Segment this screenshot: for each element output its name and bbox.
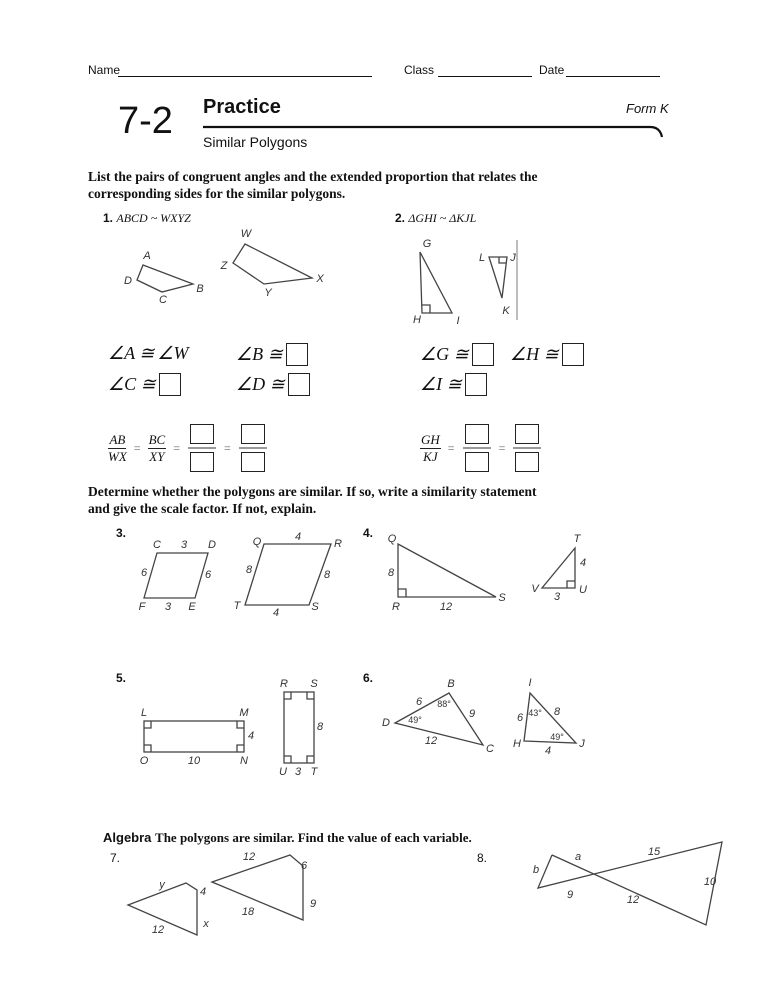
problem-1-statement: ABCD ~ WXYZ	[116, 211, 191, 225]
fig4-label: V	[531, 583, 539, 595]
fig3-label: 6	[140, 567, 148, 579]
fig3-label: 8	[323, 569, 331, 581]
fig2-label: H	[413, 314, 421, 326]
fig6-label: 49°	[550, 732, 564, 742]
right-angle-marks	[144, 721, 244, 752]
angle-lhs: ∠D ≅	[236, 374, 285, 394]
fig4-label: S	[498, 592, 506, 604]
fig1-label: B	[196, 283, 204, 295]
fig7-label: 6	[300, 860, 308, 872]
fig5-label: 4	[247, 730, 255, 742]
right-angle-mark	[422, 305, 430, 313]
fig6-label: 43°	[528, 708, 542, 718]
fig4-label: 3	[553, 591, 561, 603]
fig8-label: 10	[703, 876, 717, 888]
fig5-label: 3	[294, 766, 302, 778]
equals-sign: =	[133, 440, 141, 455]
fig2-label: I	[456, 315, 460, 327]
instructions-1a: List the pairs of congruent angles and the extended proportion that relates the	[88, 169, 538, 184]
fig1-label: X	[316, 273, 324, 285]
fig4-label: R	[392, 601, 400, 613]
quad-abcd	[137, 265, 193, 292]
right-angle-mark	[567, 581, 575, 588]
numerator: BC	[148, 431, 166, 447]
denominator: WX	[108, 448, 127, 464]
fig3-label: S	[311, 601, 319, 613]
equals-sign: =	[223, 440, 231, 455]
date-label: Date	[539, 63, 565, 77]
fig6-label: 49°	[408, 715, 422, 725]
triangle-ghi	[420, 252, 452, 313]
problem-1-number: 1.	[103, 211, 114, 225]
title-rule	[203, 127, 662, 137]
fig7-label: 4	[199, 886, 207, 898]
instructions-3: The polygons are similar. Find the value of each variable.	[155, 830, 472, 845]
fig8-label: a	[574, 851, 582, 863]
problem-6-number: 6.	[363, 671, 374, 685]
fig1-label: A	[143, 250, 151, 262]
bowtie-fig8	[538, 842, 722, 925]
page-title: Practice	[203, 96, 281, 118]
fig7-label: 12	[242, 851, 256, 863]
fig2-label: K	[502, 305, 510, 317]
fig3-label: 3	[164, 601, 172, 613]
fig5-label: 10	[187, 755, 201, 767]
fig6-label: C	[486, 743, 494, 755]
fig2-label: L	[478, 252, 486, 264]
fig3-label: 6	[204, 569, 212, 581]
fig7-label: 9	[309, 898, 317, 910]
equals-sign: =	[447, 440, 455, 455]
fig4-label: 8	[387, 567, 395, 579]
fig3-label: R	[334, 538, 342, 550]
fig8-label: b	[532, 864, 540, 876]
fig5-label: N	[240, 755, 248, 767]
fig4-label: Q	[387, 533, 397, 545]
instructions-2a: Determine whether the polygons are similar. If so, write a similarity statement	[88, 484, 537, 499]
fig6-label: D	[382, 717, 390, 729]
rectangle-lmno	[144, 721, 244, 752]
quad-fig7-large	[212, 855, 303, 920]
fig3-label: T	[233, 600, 241, 612]
angle-lhs: ∠B ≅	[236, 344, 283, 364]
angle-lhs: ∠A ≅	[108, 343, 155, 363]
fig5-label: S	[310, 678, 318, 690]
fig5-label: R	[280, 678, 288, 690]
triangle-qrs	[398, 544, 496, 597]
fig3-label: E	[188, 601, 196, 613]
numerator: AB	[109, 431, 126, 447]
quad-wxyz	[233, 244, 312, 284]
denominator: KJ	[423, 448, 438, 464]
angle-lhs: ∠G ≅	[420, 344, 469, 364]
fig2-label: J	[510, 252, 516, 264]
class-label: Class	[404, 63, 435, 77]
numerator: GH	[421, 431, 440, 447]
right-angle-marks	[284, 692, 314, 763]
right-angle-mark	[499, 257, 506, 263]
fig8-label: 15	[647, 846, 661, 858]
fig5-label: T	[310, 766, 318, 778]
fig6-label: H	[513, 738, 521, 750]
fig4-label: U	[579, 584, 587, 596]
fig3-label: 4	[294, 531, 302, 543]
fig5-label: U	[279, 766, 287, 778]
fig7-label: 18	[241, 906, 255, 918]
fig6-label: 9	[468, 708, 476, 720]
problem-2-number: 2.	[395, 211, 406, 225]
problem-2-statement: ΔGHI ~ ΔKJL	[408, 211, 477, 225]
fig3-label: F	[138, 601, 146, 613]
fig6-label: I	[528, 677, 532, 689]
instructions-2b: and give the scale factor. If not, explain.	[88, 501, 317, 516]
equals-sign: =	[173, 440, 180, 455]
fig6-label: 12	[424, 735, 438, 747]
fig1-label: W	[240, 228, 252, 240]
fig3-label: C	[153, 539, 161, 551]
fig8-label: 9	[566, 889, 574, 901]
fig3-label: 8	[245, 564, 253, 576]
angle-lhs: ∠H ≅	[510, 344, 559, 364]
fig6-label: 8	[553, 706, 561, 718]
right-angle-mark	[398, 589, 406, 597]
fig8-label: 12	[626, 894, 640, 906]
fig6-label: J	[579, 738, 585, 750]
algebra-label: Algebra	[103, 830, 152, 845]
triangle-tuv	[542, 548, 575, 588]
equals-sign: =	[498, 440, 506, 455]
fig2-label: G	[422, 238, 432, 250]
form-label: Form K	[626, 101, 669, 116]
page-subtitle: Similar Polygons	[203, 134, 308, 150]
fig7-label: y	[159, 879, 165, 891]
denominator: XY	[149, 448, 165, 464]
fig1-label: D	[124, 275, 132, 287]
fig7-label: 12	[151, 924, 165, 936]
fig6-label: 4	[544, 745, 552, 757]
problem-3-number: 3.	[116, 526, 127, 540]
angle-lhs: ∠I ≅	[420, 374, 462, 394]
fig7-label: x	[203, 918, 209, 930]
fig3-label: D	[208, 539, 216, 551]
fig4-label: T	[573, 533, 581, 545]
instructions-1b: corresponding sides for the similar polygons.	[88, 186, 346, 201]
rectangle-rstu	[284, 692, 314, 763]
fig5-label: L	[140, 707, 148, 719]
fig4-label: 12	[439, 601, 453, 613]
fig3-label: 4	[272, 607, 280, 619]
problem-4-number: 4.	[363, 526, 374, 540]
problem-7-number: 7.	[110, 851, 121, 865]
name-label: Name	[88, 63, 121, 77]
fig6-label: 6	[415, 696, 423, 708]
fig5-label: 8	[316, 721, 324, 733]
fig1-label: Y	[264, 287, 272, 299]
angle-rhs: ∠W	[157, 343, 189, 363]
fig5-label: M	[239, 707, 249, 719]
fig6-label: B	[447, 678, 455, 690]
parallelogram-qrst	[245, 544, 331, 605]
lesson-number: 7-2	[118, 100, 173, 142]
fig6-label: 6	[516, 712, 524, 724]
fig6-label: 88°	[437, 699, 451, 709]
parallelogram-cdef	[144, 553, 208, 598]
fig1-label: C	[159, 294, 167, 306]
angle-lhs: ∠C ≅	[108, 374, 156, 394]
problem-8-number: 8.	[477, 851, 488, 865]
fig5-label: O	[139, 755, 149, 767]
fig4-label: 4	[579, 557, 587, 569]
problem-5-number: 5.	[116, 671, 127, 685]
fig3-label: Q	[252, 536, 262, 548]
fig1-label: Z	[220, 260, 228, 272]
fig3-label: 3	[180, 539, 188, 551]
